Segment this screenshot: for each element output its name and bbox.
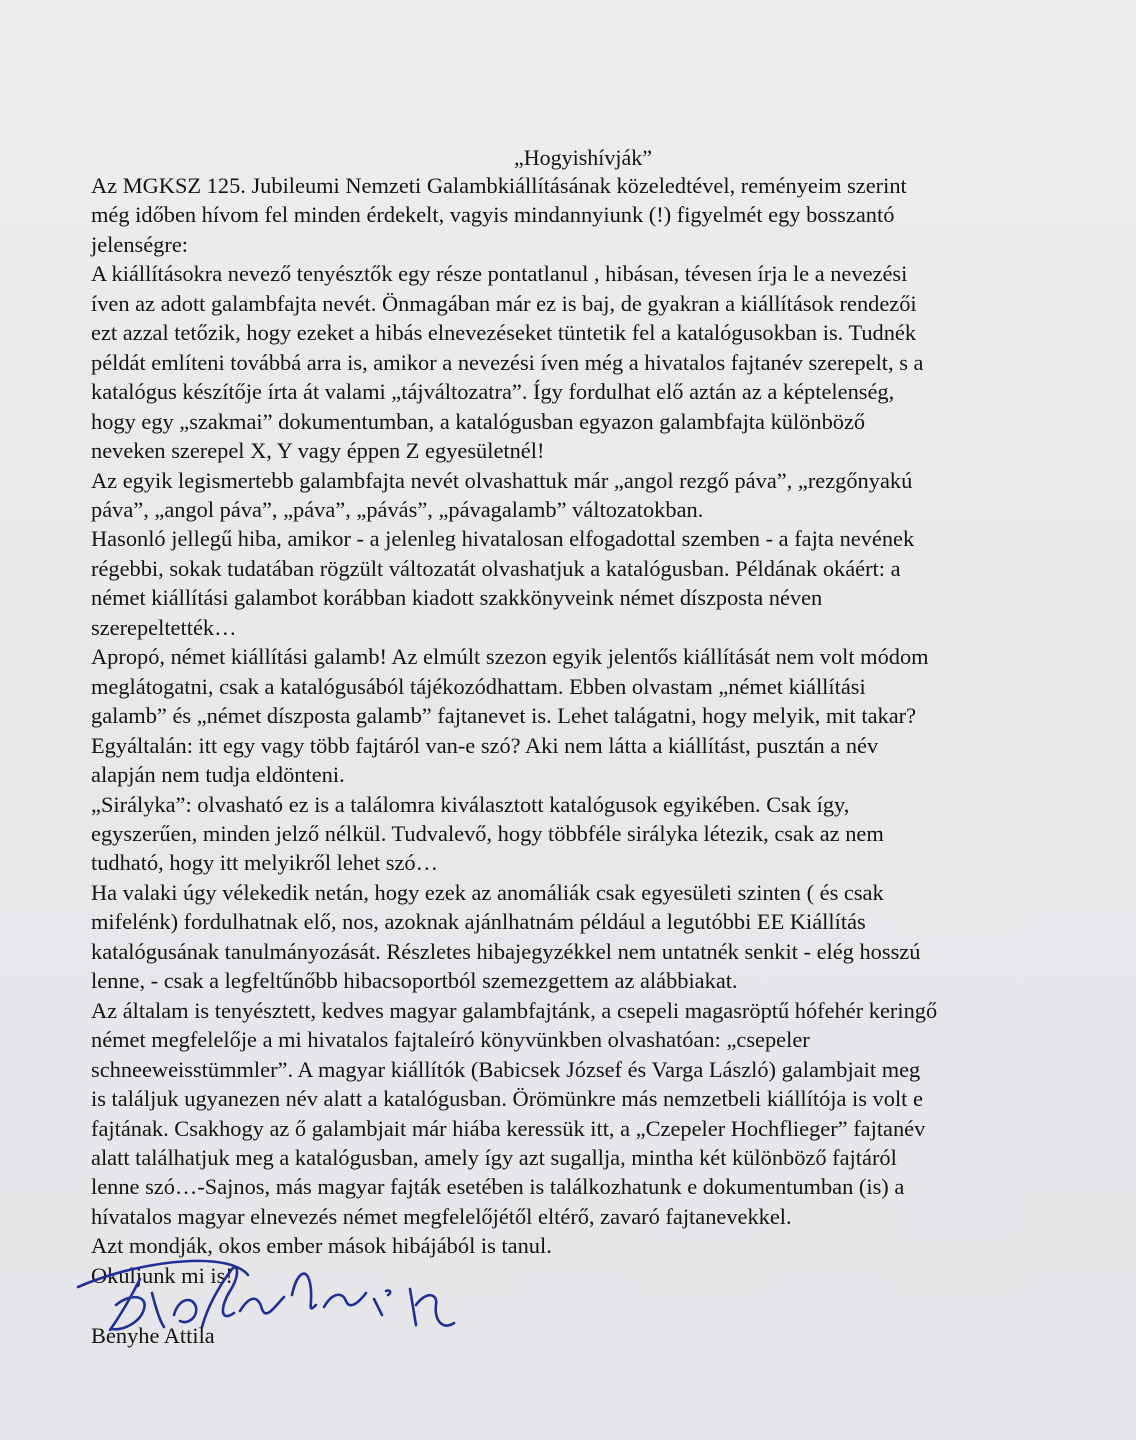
text-line: Az egyik legismertebb galambfajta nevét olvashattuk már „angol rezgő páva”, „rezgőnyakú (91, 467, 913, 493)
text-line: alatt találhatjuk meg a katalógusban, amely így azt sugallja, mintha két különböző fajtáról (91, 1144, 897, 1170)
text-line: lenne, - csak a legfeltűnőbb hibacsoportból szemezgettem az alábbiakat. (91, 968, 738, 994)
text-line: galamb” és „német díszposta galamb” fajtanevet is. Lehet talágatni, hogy melyik, mit takar? (91, 703, 917, 729)
signer-name: Benyhe Attila (91, 1323, 215, 1348)
text-line: páva”, „angol páva”, „páva”, „pávás”, „pávagalamb” változatokban. (91, 496, 704, 522)
text-line: Okuljunk mi is! (91, 1262, 233, 1288)
text-line: német megfelelője a mi hivatalos fajtaleíró könyvünkben olvashatóan: „csepeler (91, 1027, 810, 1053)
text-line: hogy egy „szakmai” dokumentumban, a katalógusban egyazon galambfajta különböző (91, 408, 866, 434)
text-line: lenne szó…-Sajnos, más magyar fajták esetében is találkozhatunk e dokumentumban (is) a (91, 1174, 905, 1200)
text-line: szerepeltették… (91, 614, 237, 640)
text-line: jelenségre: (91, 231, 188, 257)
text-line: neveken szerepel X, Y vagy éppen Z egyesületnél! (91, 438, 545, 464)
text-line: Hasonló jellegű hiba, amikor - a jelenleg hivatalosan elfogadottal szemben - a fajta nevének (91, 526, 915, 552)
text-line: egyszerűen, minden jelző nélkül. Tudvalevő, hogy többféle sirályka létezik, csak az nem (91, 820, 884, 846)
text-line: tudható, hogy itt melyikről lehet szó… (91, 850, 439, 876)
letter-body (91, 171, 1011, 1290)
text-line: Azt mondják, okos ember mások hibájából is tanul. (91, 1233, 552, 1259)
text-line: schneeweisstümmler”. A magyar kiállítók (Babicsek József és Varga László) galambjait meg (91, 1056, 921, 1082)
text-line: Apropó, német kiállítási galamb! Az elmúlt szezon egyik jelentős kiállítását nem volt módom (91, 644, 929, 670)
text-line: német kiállítási galambot korábban kiadott szakkönyveink német díszposta néven (91, 585, 823, 611)
text-line: Az MGKSZ 125. Jubileumi Nemzeti Galambkiállításának közeledtével, reményeim szerint (91, 173, 907, 198)
text-line: mifelénk) fordulhatnak elő, nos, azoknak ajánlhatnám például a legutóbbi EE Kiállítás (91, 909, 866, 935)
text-line: ezt azzal tetőzik, hogy ezeket a hibás elnevezéseket tüntetik fel a katalógusokban is. Tudnék (91, 320, 917, 346)
document-title: „Hogyishívják” (513, 145, 653, 170)
text-line: meglátogatni, csak a katalógusából tájékozódhattam. Ebben olvastam „német kiállítási (91, 673, 866, 699)
text-line: „Sirályka”: olvasható ez is a találomra kiválasztott katalógusok egyikében. Csak így, (91, 791, 850, 817)
text-line: katalógusának tanulmányozását. Részletes hibajegyzékkel nem untatnék senkit - elég hosszú (91, 938, 921, 964)
text-line: íven az adott galambfajta nevét. Önmagában már ez is baj, de gyakran a kiállítások rendezői (91, 290, 917, 316)
text-line: még időben hívom fel minden érdekelt, vagyis mindannyiunk (!) figyelmét egy bosszantó (91, 202, 895, 228)
text-line: katalógus készítője írta át valami „tájváltozatra”. Így fordulhat elő aztán az a képtelenség, (91, 379, 895, 405)
text-line: példát említeni továbbá arra is, amikor a nevezési íven még a hivatalos fajtanév szerepelt, s a (91, 349, 924, 375)
text-line: A kiállításokra nevező tenyésztők egy része pontatlanul , hibásan, tévesen írja le a nevezési (91, 261, 908, 287)
text-line: Egyáltalán: itt egy vagy több fajtáról van-e szó? Aki nem látta a kiállítást, pusztán a név (91, 732, 879, 758)
text-line: Ha valaki úgy vélekedik netán, hogy ezek az anomáliák csak egyesületi szinten ( és csak (91, 879, 884, 905)
text-line: Az általam is tenyésztett, kedves magyar galambfajtánk, a csepeli magasröptű hófehér keringő (91, 997, 938, 1023)
text-line: alapján nem tudja eldönteni. (91, 762, 345, 788)
text-line: hívatalos magyar elnevezés német megfelelőjétől eltérő, zavaró fajtanevekkel. (91, 1203, 792, 1229)
text-line: fajtának. Csakhogy az ő galambjait már hiába keressük itt, a „Czepeler Hochflieger” fajtanév (91, 1115, 926, 1141)
text-line: régebbi, sokak tudatában rögzült változatát olvashatjuk a katalógusban. Példának okáért: a (91, 555, 901, 581)
text-line: is találjuk ugyanezen név alatt a katalógusban. Örömünkre más nemzetbeli kiállítója is volt e (91, 1086, 923, 1112)
